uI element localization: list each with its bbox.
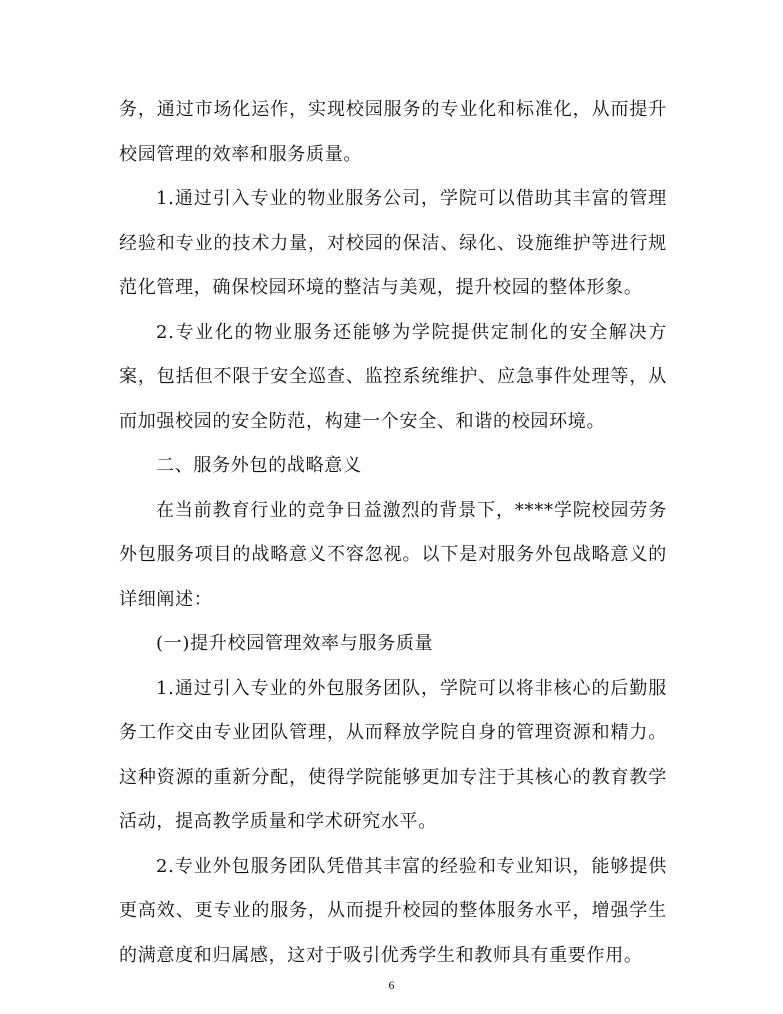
subsection-heading: (一)提升校园管理效率与服务质量 [156,633,434,654]
paragraph-item-1: 1.通过引入专业的物业服务公司，学院可以借助其丰富的管理经验和专业的技术力量，对校园的保洁、绿化、设施维护等进行规范化管理，确保校园环境的整洁与美观，提升校园的整体形象。 [119,188,667,298]
paragraph-subitem-1: 1.通过引入专业的外包服务团队，学院可以将非核心的后勤服务工作交由专业团队管理，从而释放学院自身的管理资源和精力。这种资源的重新分配，使得学院能够更加专注于其核心的教育教学活动，提高教学质量和学术研究水平。 [119,677,667,832]
section-heading: 二、服务外包的战略意义 [156,455,362,476]
paragraph-continuation: 务，通过市场化运作，实现校园服务的专业化和标准化，从而提升校园管理的效率和服务质量。 [119,99,667,165]
page-number: 6 [388,978,395,992]
paragraph-subitem-2: 2.专业外包服务团队凭借其丰富的经验和专业知识，能够提供更高效、更专业的服务，从而提升校园的整体服务水平，增强学生的满意度和归属感，这对于吸引优秀学生和教师具有重要作用。 [119,855,667,966]
paragraph-item-2: 2.专业化的物业服务还能够为学院提供定制化的安全解决方案，包括但不限于安全巡查、监控系统维护、应急事件处理等，从而加强校园的安全防范，构建一个安全、和谐的校园环境。 [119,321,667,432]
paragraph-intro: 在当前教育行业的竞争日益激烈的背景下，****学院校园劳务外包服务项目的战略意义不容忽视。以下是对服务外包战略意义的详细阐述： [119,499,667,610]
body-text [119,88,667,978]
